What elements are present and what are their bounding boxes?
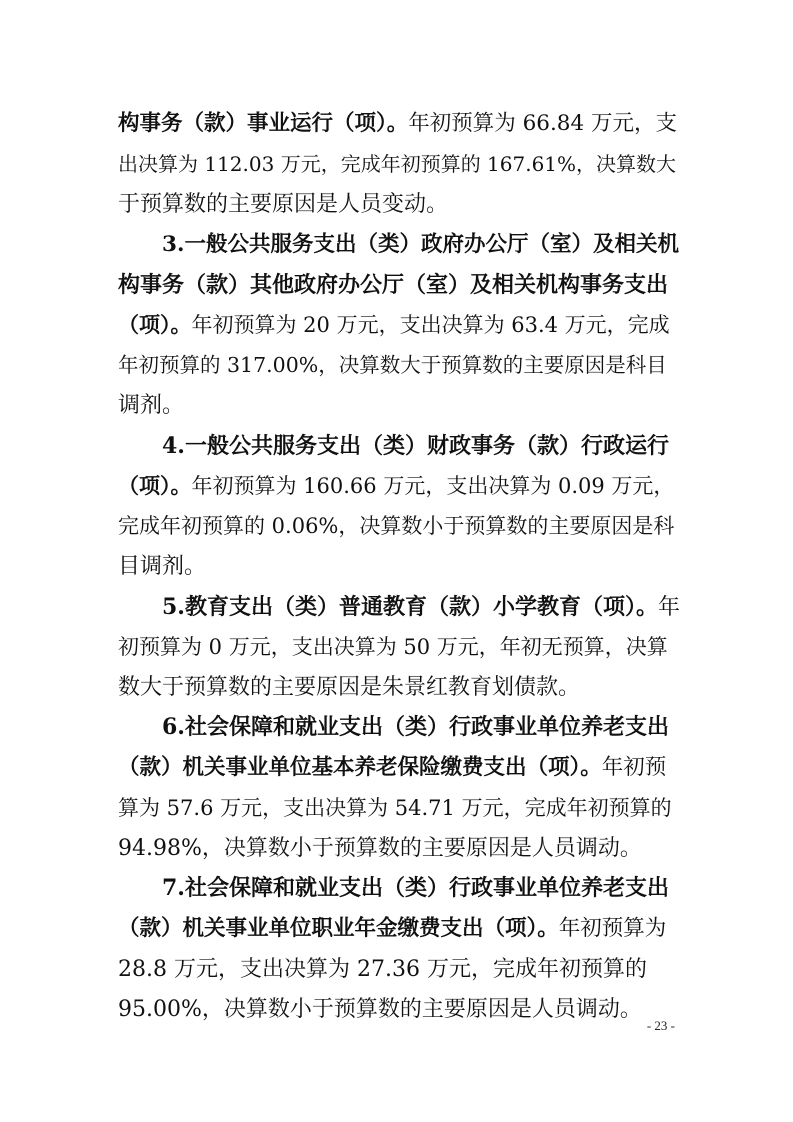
body-text: 年初预算为 20 万元，支出决算为 63.4 万元，完成 [191, 313, 670, 337]
body-text: 数大于预算数的主要原因是朱景红教育划债款。 [118, 675, 581, 700]
body-text: 算为 57.6 万元，支出决算为 54.71 万元，完成年初预算的 [118, 796, 672, 820]
body-text: 完成年初预算的 0.06%，决算数小于预算数的主要原因是科 [118, 514, 675, 538]
text-line [118, 144, 678, 184]
text-line [118, 466, 678, 506]
bold-heading-text: 6.社会保障和就业支出（类）行政事业单位养老支出 [162, 714, 669, 740]
body-text: 年初预算为 [558, 916, 667, 941]
bold-heading-text: 5.教育支出（类）普通教育（款）小学教育（项）。 [162, 594, 658, 620]
body-text: 95.00%，决算数小于预算数的主要原因是人员调动。 [118, 997, 642, 1022]
bold-heading-text: （款）机关事业单位基本养老保险缴费支出（项）。 [118, 755, 602, 780]
text-line [118, 788, 678, 828]
text-line [162, 587, 682, 627]
bold-heading-text: 构事务（款）其他政府办公厅（室）及相关机构事务支出 [118, 272, 669, 298]
bold-heading-text: 3.一般公共服务支出（类）政府办公厅（室）及相关机 [162, 232, 679, 257]
text-line [118, 265, 678, 305]
text-line [118, 184, 678, 224]
bold-heading-text: （款）机关事业单位职业年金缴费支出（项）。 [118, 916, 559, 941]
text-line [118, 989, 678, 1029]
text-line [162, 707, 682, 747]
body-text: 目调剂。 [118, 554, 207, 579]
text-line [162, 868, 682, 908]
text-line [118, 104, 678, 144]
bold-heading-text: 构事务（款）事业运行（项）。 [118, 111, 409, 136]
body-text: 出决算为 112.03 万元，完成年初预算的 167.61%，决算数大 [118, 152, 677, 176]
text-line [118, 949, 678, 989]
text-line [118, 627, 678, 667]
bold-heading-text: （项）。 [118, 312, 192, 337]
body-text: 初预算为 0 万元，支出决算为 50 万元，年初无预算，决算 [118, 635, 668, 659]
text-line [118, 546, 678, 586]
bold-heading-text: （项）。 [118, 473, 192, 498]
body-text: 年初预算的 317.00%，决算数大于预算数的主要原因是科目 [118, 353, 667, 377]
body-text: 年初预算为 66.84 万元，支 [408, 111, 677, 136]
body-text: 28.8 万元，支出决算为 27.36 万元，完成年初预算的 [118, 957, 647, 982]
body-text: 调剂。 [118, 393, 185, 418]
text-line [162, 426, 682, 466]
text-line [118, 385, 678, 425]
text-line [118, 506, 678, 546]
body-text: 年 [657, 595, 680, 620]
text-line [162, 225, 682, 265]
text-line [118, 828, 678, 868]
text-line [118, 748, 678, 788]
text-line [118, 909, 678, 949]
text-line [118, 305, 678, 345]
body-text: 年初预 [601, 755, 667, 780]
text-line [118, 345, 678, 385]
body-text: 94.98%，决算数小于预算数的主要原因是人员调动。 [118, 836, 642, 861]
bold-heading-text: 4.一般公共服务支出（类）财政事务（款）行政运行 [162, 433, 669, 459]
body-text: 年初预算为 160.66 万元，支出决算为 0.09 万元， [191, 474, 675, 498]
page-number: - 23 - [646, 1018, 675, 1033]
body-text: 于预算数的主要原因是人员变动。 [118, 192, 449, 217]
text-line [118, 667, 678, 707]
bold-heading-text: 7.社会保障和就业支出（类）行政事业单位养老支出 [162, 875, 669, 901]
